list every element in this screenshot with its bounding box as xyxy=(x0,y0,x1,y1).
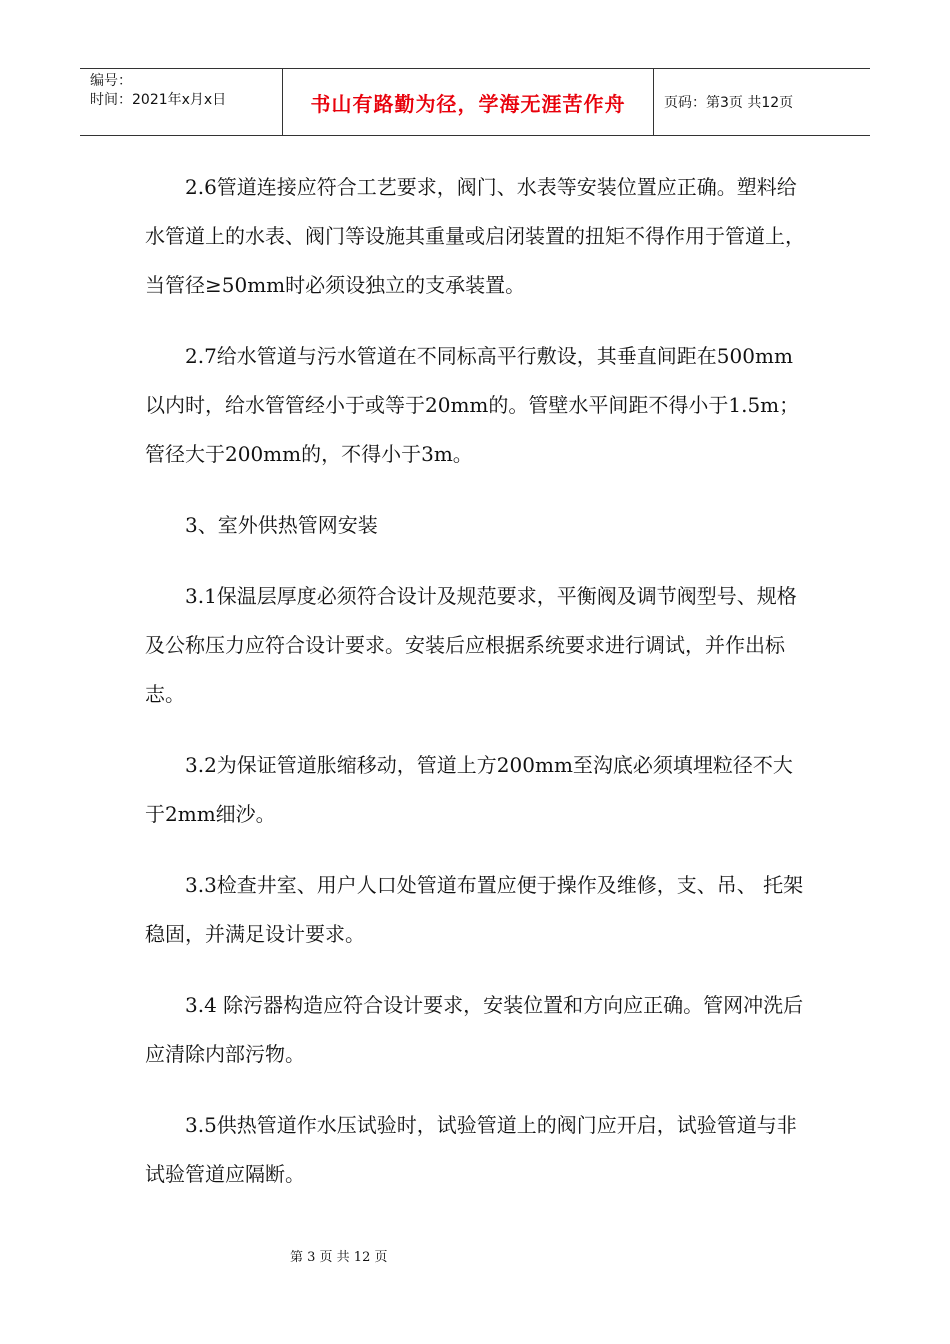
page-footer: 第 3 页 共 12 页 xyxy=(290,1250,388,1265)
header-meta xyxy=(80,69,282,135)
document-date: 时间：2021年x月x日 xyxy=(90,92,227,108)
header-motto: 书山有路勤为径，学海无涯苦作舟 xyxy=(282,69,654,135)
paragraph-3-1: 3.1保温层厚度必须符合设计及规范要求，平衡阀及调节阀型号、规格及公称压力应符合设计要求。安装后应根据系统要求进行调试，并作出标志。 xyxy=(145,584,797,706)
paragraph-3-3: 3.3检查井室、用户人口处管道布置应便于操作及维修，支、吊、 托架稳固，并满足设计要求。 xyxy=(145,873,804,946)
paragraph-2-6: 2.6管道连接应符合工艺要求，阀门、水表等安装位置应正确。塑料给水管道上的水表、阀门等设施其重量或启闭装置的扭矩不得作用于管道上，当管径≥50mm时必须设独立的支承装置。 xyxy=(145,175,805,297)
page-header xyxy=(80,68,870,136)
paragraph-3-5: 3.5供热管道作水压试验时，试验管道上的阀门应开启，试验管道与非试验管道应隔断。 xyxy=(145,1113,797,1186)
header-page-number: 页码：第3页 共12页 xyxy=(664,95,794,111)
document-body xyxy=(145,163,805,1221)
paragraph-2-7: 2.7给水管道与污水管道在不同标高平行敷设，其垂直间距在500mm以内时，给水管管经小于或等于20mm的。管壁水平间距不得小于1.5m；管径大于200mm的，不得小于3m。 xyxy=(145,344,800,466)
paragraph-3-2: 3.2为保证管道胀缩移动，管道上方200mm至沟底必须填埋粒径不大于2mm细沙。 xyxy=(145,753,793,826)
section-heading-3: 3、室外供热管网安装 xyxy=(185,513,378,537)
paragraph-3-4: 3.4 除污器构造应符合设计要求，安装位置和方向应正确。管网冲洗后应清除内部污物。 xyxy=(145,993,804,1066)
document-number-label: 编号： xyxy=(90,73,132,89)
